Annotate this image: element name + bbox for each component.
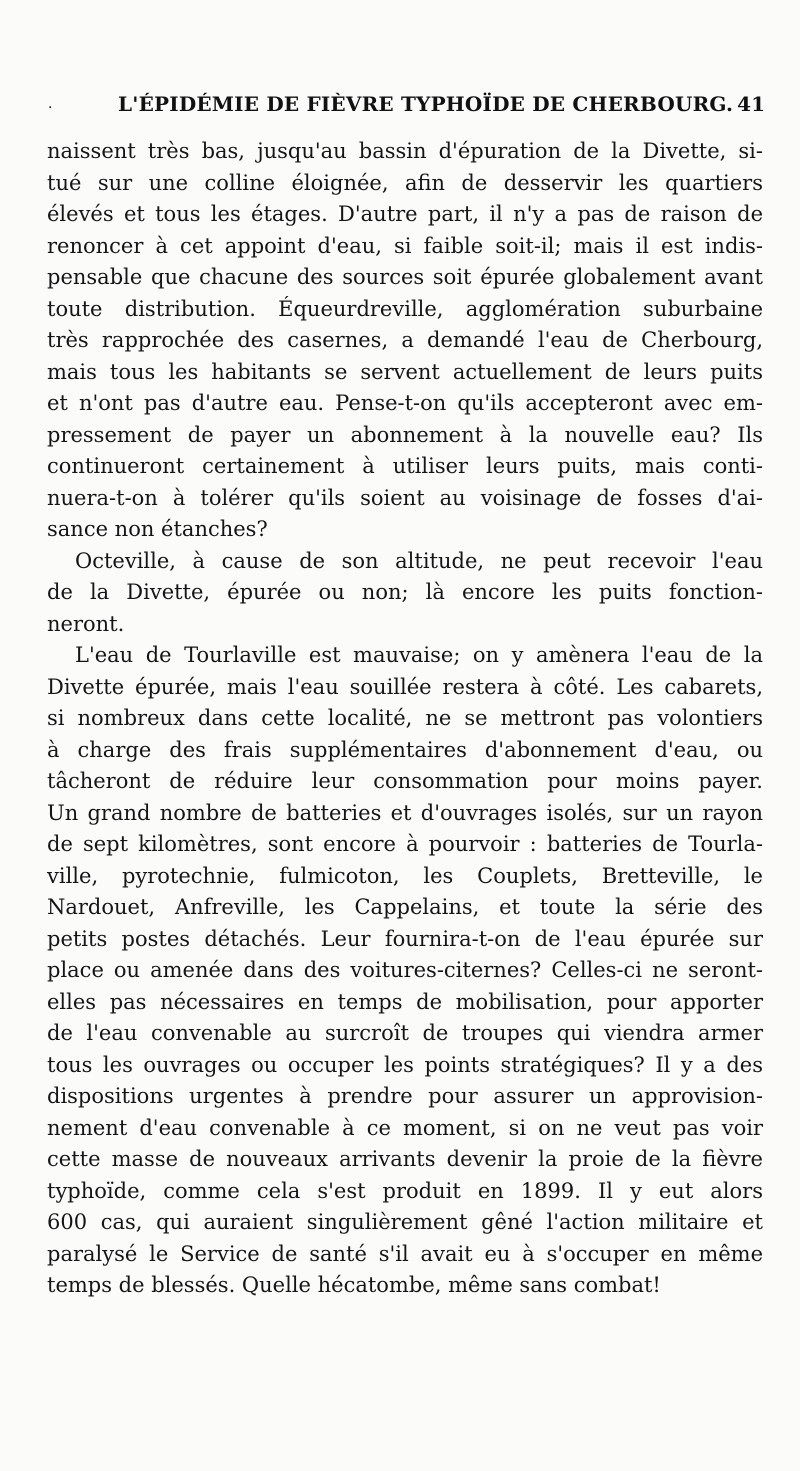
text-line: cette masse de nouveaux arrivants devenir la proie de la fièvre bbox=[47, 1147, 763, 1171]
text-line: pensable que chacune des sources soit épurée globalement avant bbox=[47, 265, 763, 289]
text-line: de la Divette, épurée ou non; là encore les puits fonction- bbox=[47, 580, 763, 604]
text-line: petits postes détachés. Leur fournira-t-on de l'eau épurée sur bbox=[47, 926, 763, 951]
text-line: Un grand nombre de batteries et d'ouvrages isolés, sur un rayon bbox=[47, 800, 763, 825]
text-line: de sept kilomètres, sont encore à pourvoir : batteries de Tourla- bbox=[47, 832, 763, 856]
text-line: pressement de payer un abonnement à la nouvelle eau? Ils bbox=[47, 422, 763, 447]
page-number: 41 bbox=[737, 92, 765, 116]
text-line: 600 cas, qui auraient singulièrement gêné l'action militaire et bbox=[47, 1210, 763, 1234]
text-line: à charge des frais supplémentaires d'abonnement d'eau, ou bbox=[47, 737, 763, 762]
text-line: continueront certainement à utiliser leurs puits, mais conti- bbox=[47, 454, 763, 478]
text-line: temps de blessés. Quelle hécatombe, même sans combat! bbox=[47, 1273, 661, 1297]
text-line: ville, pyrotechnie, fulmicoton, les Couplets, Bretteville, le bbox=[47, 863, 763, 888]
text-line: typhoïde, comme cela s'est produit en 1899. Il y eut alors bbox=[47, 1178, 763, 1203]
text-line: tâcheront de réduire leur consommation pour moins payer. bbox=[47, 769, 763, 793]
text-line: place ou amenée dans des voitures-citernes? Celles-ci ne seront- bbox=[47, 958, 763, 982]
text-line: neront. bbox=[47, 611, 125, 636]
header-bullet: · bbox=[48, 100, 53, 116]
text-line: L'eau de Tourlaville est mauvaise; on y amènera l'eau de la bbox=[75, 643, 763, 667]
text-line: mais tous les habitants se servent actuellement de leurs puits bbox=[47, 359, 763, 384]
running-header bbox=[48, 92, 765, 126]
text-line: Octeville, à cause de son altitude, ne peut recevoir l'eau bbox=[75, 548, 763, 573]
text-line: de l'eau convenable au surcroît de troupes qui viendra armer bbox=[47, 1021, 763, 1045]
text-line: très rapprochée des casernes, a demandé l'eau de Cherbourg, bbox=[47, 328, 763, 352]
text-line: renoncer à cet appoint d'eau, si faible soit-il; mais il est indis- bbox=[47, 233, 763, 258]
text-line: nement d'eau convenable à ce moment, si on ne veut pas voir bbox=[47, 1115, 763, 1140]
text-line: sance non étanches? bbox=[47, 517, 268, 541]
text-line: elles pas nécessaires en temps de mobilisation, pour apporter bbox=[47, 989, 763, 1014]
text-line: dispositions urgentes à prendre pour assurer un approvision- bbox=[47, 1084, 763, 1108]
text-line: nuera-t-on à tolérer qu'ils soient au voisinage de fosses d'ai- bbox=[47, 485, 763, 510]
text-line: toute distribution. Équeurdreville, agglomération suburbaine bbox=[47, 296, 763, 321]
text-line: paralysé le Service de santé s'il avait eu à s'occuper en même bbox=[47, 1241, 763, 1266]
running-title: L'ÉPIDÉMIE DE FIÈVRE TYPHOÏDE DE CHERBOURG. bbox=[118, 92, 734, 116]
body-text bbox=[47, 136, 763, 1302]
text-line: naissent très bas, jusqu'au bassin d'épuration de la Divette, si- bbox=[47, 139, 763, 163]
text-line: et n'ont pas d'autre eau. Pense-t-on qu'ils accepteront avec em- bbox=[47, 391, 763, 415]
text-line: Divette épurée, mais l'eau souillée restera à côté. Les cabarets, bbox=[47, 674, 763, 699]
text-line: tué sur une colline éloignée, afin de desservir les quartiers bbox=[47, 170, 763, 195]
text-line: Nardouet, Anfreville, les Cappelains, et toute la série des bbox=[47, 895, 763, 919]
text-line: tous les ouvrages ou occuper les points stratégiques? Il y a des bbox=[47, 1052, 763, 1077]
text-line: si nombreux dans cette localité, ne se mettront pas volontiers bbox=[47, 706, 763, 730]
text-line: élevés et tous les étages. D'autre part, il n'y a pas de raison de bbox=[47, 202, 763, 226]
